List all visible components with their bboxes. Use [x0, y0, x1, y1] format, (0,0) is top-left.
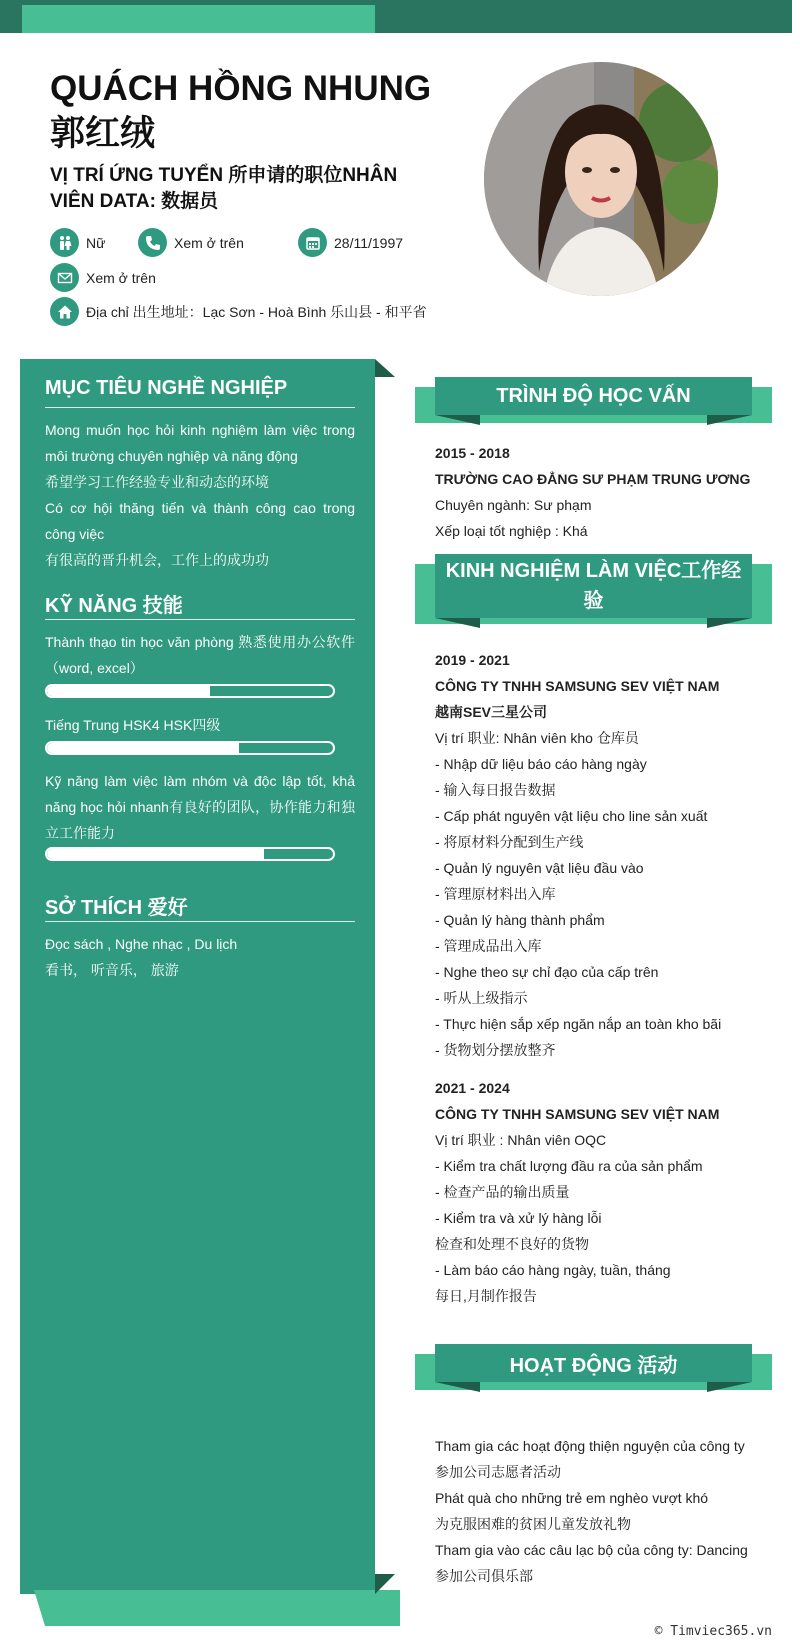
activities-details: [435, 1433, 780, 1589]
job-line: - Cấp phát nguyên vật liệu cho line sản xuất: [435, 808, 708, 824]
experience-header-fold-right: [707, 618, 752, 628]
objective-divider: [45, 407, 355, 408]
phone-value: Xem ở trên: [174, 234, 244, 251]
objective-line: 有很高的晋升机会，工作上的成功功: [45, 552, 269, 568]
applied-position: VỊ TRÍ ỨNG TUYỂN 所申请的职位NHÂN VIÊN DATA: 数据员: [50, 165, 398, 212]
skill-bar: [45, 684, 335, 698]
job-line: - Quản lý nguyên vật liệu đầu vào: [435, 860, 644, 876]
job-company: CÔNG TY TNHH SAMSUNG SEV VIỆT NAM: [435, 1106, 720, 1122]
education-title: TRÌNH ĐỘ HỌC VẤN: [435, 377, 752, 415]
job-company: CÔNG TY TNHH SAMSUNG SEV VIỆT NAM: [435, 678, 720, 694]
left-column-bottom-ribbon: [34, 1590, 400, 1626]
job-line: Vị trí 职业: Nhân viên kho 仓库员: [435, 730, 639, 746]
skill-label: Tiếng Trung HSK4 HSK四级: [45, 717, 221, 733]
job-line: - Kiểm tra chất lượng đầu ra của sản phẩm: [435, 1158, 703, 1174]
address-info: [50, 297, 427, 326]
skills-divider: [45, 619, 355, 620]
birthday-info: [298, 228, 403, 257]
avatar: [484, 62, 718, 296]
hobbies-title: SỞ THÍCH 爱好: [45, 897, 188, 919]
job-period: 2021 - 2024: [435, 1080, 510, 1096]
job-company-cn: 越南SEV三星公司: [435, 704, 548, 720]
skill-bar-fill: [47, 849, 264, 859]
skill-bar-fill: [47, 743, 239, 753]
job-1: [435, 647, 780, 1063]
job-line: - Làm báo cáo hàng ngày, tuần, tháng: [435, 1262, 671, 1278]
birthday-value: 28/11/1997: [334, 234, 404, 251]
gender-icon: [50, 228, 79, 257]
gender-value: Nữ: [86, 234, 106, 251]
job-line: - Nhập dữ liệu báo cáo hàng ngày: [435, 756, 647, 772]
job-line: 每日,月制作报告: [435, 1288, 537, 1304]
email-icon: [50, 263, 79, 292]
education-header-fold-left: [435, 415, 480, 425]
job-line: - 输入每日报告数据: [435, 782, 556, 798]
job-line: - Nghe theo sự chỉ đạo của cấp trên: [435, 964, 659, 980]
activity-line: Tham gia vào các câu lạc bộ của công ty: Dancing: [435, 1542, 748, 1558]
skills-title: KỸ NĂNG 技能: [45, 595, 183, 617]
job-line: Vị trí 职业 : Nhân viên OQC: [435, 1132, 607, 1148]
job-line: - 检查产品的输出质量: [435, 1184, 570, 1200]
activity-line: 参加公司俱乐部: [435, 1568, 533, 1584]
objective-line: 希望学习工作经验专业和动态的环境: [45, 474, 269, 490]
home-icon: [50, 297, 79, 326]
job-line: - Quản lý hàng thành phẩm: [435, 912, 605, 928]
activities-title: HOẠT ĐỘNG 活动: [435, 1344, 752, 1382]
gender-info: [50, 228, 105, 257]
job-line: - Thực hiện sắp xếp ngăn nắp an toàn kho bãi: [435, 1016, 722, 1032]
job-line: - 将原材料分配到生产线: [435, 834, 584, 850]
experience-title: KINH NGHIỆM LÀM VIỆC工作经验: [435, 554, 752, 618]
job-line: - 管理原材料出入库: [435, 886, 556, 902]
left-column-fold: [375, 359, 395, 377]
education-major: Chuyên ngành: Sư phạm: [435, 497, 592, 513]
skill-bar: [45, 847, 335, 861]
experience-header-fold-left: [435, 618, 480, 628]
activity-line: 为克服困难的贫困儿童发放礼物: [435, 1516, 631, 1532]
objective-text: [45, 417, 355, 573]
skill-label: Kỹ năng làm việc làm nhóm và độc lập tốt, khả năng học hỏi nhanh有良好的团队，协作能力和独立工作能力: [45, 773, 355, 841]
job-line: - 管理成品出入库: [435, 938, 542, 954]
candidate-name: QUÁCH HỒNG NHUNG 郭红绒: [50, 69, 432, 153]
education-details: [435, 440, 780, 544]
education-grade: Xếp loại tốt nghiệp : Khá: [435, 523, 588, 539]
objective-title: MỤC TIÊU NGHỀ NGHIỆP: [45, 377, 288, 399]
hobby-line: Đọc sách , Nghe nhạc , Du lịch: [45, 936, 238, 952]
objective-line: Có cơ hội thăng tiến và thành công cao trong công việc: [45, 500, 355, 542]
address-value: Địa chỉ 出生地址：Lạc Sơn - Hoà Bình 乐山县 - 和平省: [86, 303, 427, 320]
hobbies-text: [45, 931, 355, 983]
hobby-line: 看书， 听音乐， 旅游: [45, 962, 179, 978]
activities-header-fold-left: [435, 1382, 480, 1392]
footer-credit[interactable]: © Timviec365.vn: [654, 1624, 772, 1639]
phone-info: [138, 228, 244, 257]
job-2: [435, 1075, 780, 1309]
activity-line: 参加公司志愿者活动: [435, 1464, 561, 1480]
job-line: - 货物划分摆放整齐: [435, 1042, 556, 1058]
calendar-icon: [298, 228, 327, 257]
skill-bar-fill: [47, 686, 210, 696]
activity-line: Tham gia các hoạt động thiện nguyện của công ty: [435, 1438, 745, 1454]
top-bar-accent: [22, 5, 375, 33]
hobbies-divider: [45, 921, 355, 922]
job-line: - Kiểm tra và xử lý hàng lỗi: [435, 1210, 602, 1226]
education-period: 2015 - 2018: [435, 445, 510, 461]
job-period: 2019 - 2021: [435, 652, 510, 668]
activities-header-fold-right: [707, 1382, 752, 1392]
skill-label: Thành thạo tin học văn phòng 熟悉使用办公软件 （word, excel）: [45, 634, 355, 676]
objective-line: Mong muốn học hỏi kinh nghiệm làm việc trong môi trường chuyên nghiệp và năng động: [45, 422, 355, 464]
phone-icon: [138, 228, 167, 257]
education-header-fold-right: [707, 415, 752, 425]
skill-bar: [45, 741, 335, 755]
activity-line: Phát quà cho những trẻ em nghèo vượt khó: [435, 1490, 709, 1506]
education-school: TRƯỜNG CAO ĐẲNG SƯ PHẠM TRUNG ƯƠNG: [435, 471, 751, 487]
job-line: 检查和处理不良好的货物: [435, 1236, 589, 1252]
email-value: Xem ở trên: [86, 269, 156, 286]
email-info: [50, 263, 156, 292]
job-line: - 听从上级指示: [435, 990, 528, 1006]
